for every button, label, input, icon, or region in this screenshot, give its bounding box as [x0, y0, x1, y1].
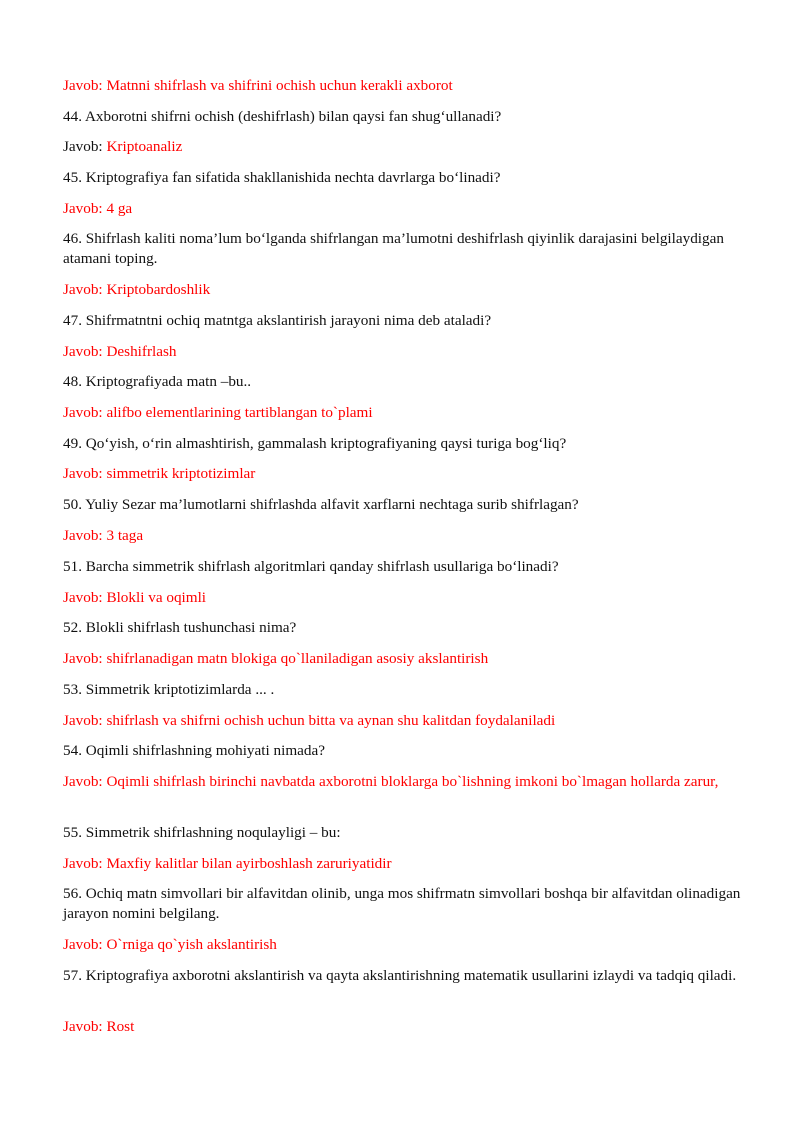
question-47: 47. Shifrmatntni ochiq matntga akslantirish jarayoni nima deb ataladi?	[63, 312, 492, 329]
answer-label: Javob:	[63, 138, 103, 155]
question-57: 57. Kriptografiya axborotni akslantirish va qayta akslantirishning matematik usullarini izlaydi va tadqiq qiladi.	[63, 967, 737, 984]
answer-54: Javob: Oqimli shifrlash birinchi navbatda axborotni bloklarga bo`lishning imkoni bo`lmagan hollarda zarur,	[63, 773, 719, 790]
question-53: 53. Simmetrik kriptotizimlarda ... .	[63, 681, 275, 698]
question-55: 55. Simmetrik shifrlashning noqulayligi – bu:	[63, 824, 341, 841]
question-45: 45. Kriptografiya fan sifatida shakllanishida nechta davrlarga bo‘linadi?	[63, 169, 501, 186]
answer-47: Javob: Deshifrlash	[63, 343, 177, 360]
question-56: 56. Ochiq matn simvollari bir alfavitdan olinib, unga mos shifrmatn simvollari boshqa bir alfavitdan olinadigan jarayon nomini belgilang.	[63, 885, 741, 922]
answer-56: Javob: O`rniga qo`yish akslantirish	[63, 936, 277, 953]
question-51: 51. Barcha simmetrik shifrlash algoritmlari qanday shifrlash usullariga bo‘linadi?	[63, 558, 559, 575]
question-44: 44. Axborotni shifrni ochish (deshifrlash) bilan qaysi fan shug‘ullanadi?	[63, 108, 502, 125]
answer-57: Javob: Rost	[63, 1018, 135, 1035]
answer-44	[63, 137, 743, 157]
question-52: 52. Blokli shifrlash tushunchasi nima?	[63, 619, 297, 636]
question-50: 50. Yuliy Sezar ma’lumotlarni shifrlashda alfavit xarflarni nechtaga surib shifrlagan?	[63, 496, 579, 513]
answer-50: Javob: 3 taga	[63, 527, 144, 544]
question-46: 46. Shifrlash kaliti noma’lum bo‘lganda shifrlangan ma’lumotni deshifrlash qiyinlik darajasini belgilaydigan atamani toping.	[63, 230, 724, 267]
answer-55: Javob: Maxfiy kalitlar bilan ayirboshlash zaruriyatidir	[63, 855, 392, 872]
answer-43: Javob: Matnni shifrlash va shifrini ochish uchun kerakli axborot	[63, 77, 453, 94]
answer-48: Javob: alifbo elementlarining tartiblangan to`plami	[63, 404, 373, 421]
question-49: 49. Qo‘yish, o‘rin almashtirish, gammalash kriptografiyaning qaysi turiga bog‘liq?	[63, 435, 567, 452]
question-54: 54. Oqimli shifrlashning mohiyati nimada?	[63, 742, 325, 759]
answer-51: Javob: Blokli va oqimli	[63, 589, 207, 606]
answer-45: Javob: 4 ga	[63, 200, 133, 217]
answer-value: Kriptoanaliz	[106, 138, 183, 155]
question-48: 48. Kriptografiyada matn –bu..	[63, 373, 252, 390]
answer-49: Javob: simmetrik kriptotizimlar	[63, 465, 256, 482]
answer-53: Javob: shifrlash va shifrni ochish uchun bitta va aynan shu kalitdan foydalaniladi	[63, 712, 556, 729]
answer-46: Javob: Kriptobardoshlik	[63, 281, 211, 298]
answer-52: Javob: shifrlanadigan matn blokiga qo`llaniladigan asosiy akslantirish	[63, 650, 489, 667]
